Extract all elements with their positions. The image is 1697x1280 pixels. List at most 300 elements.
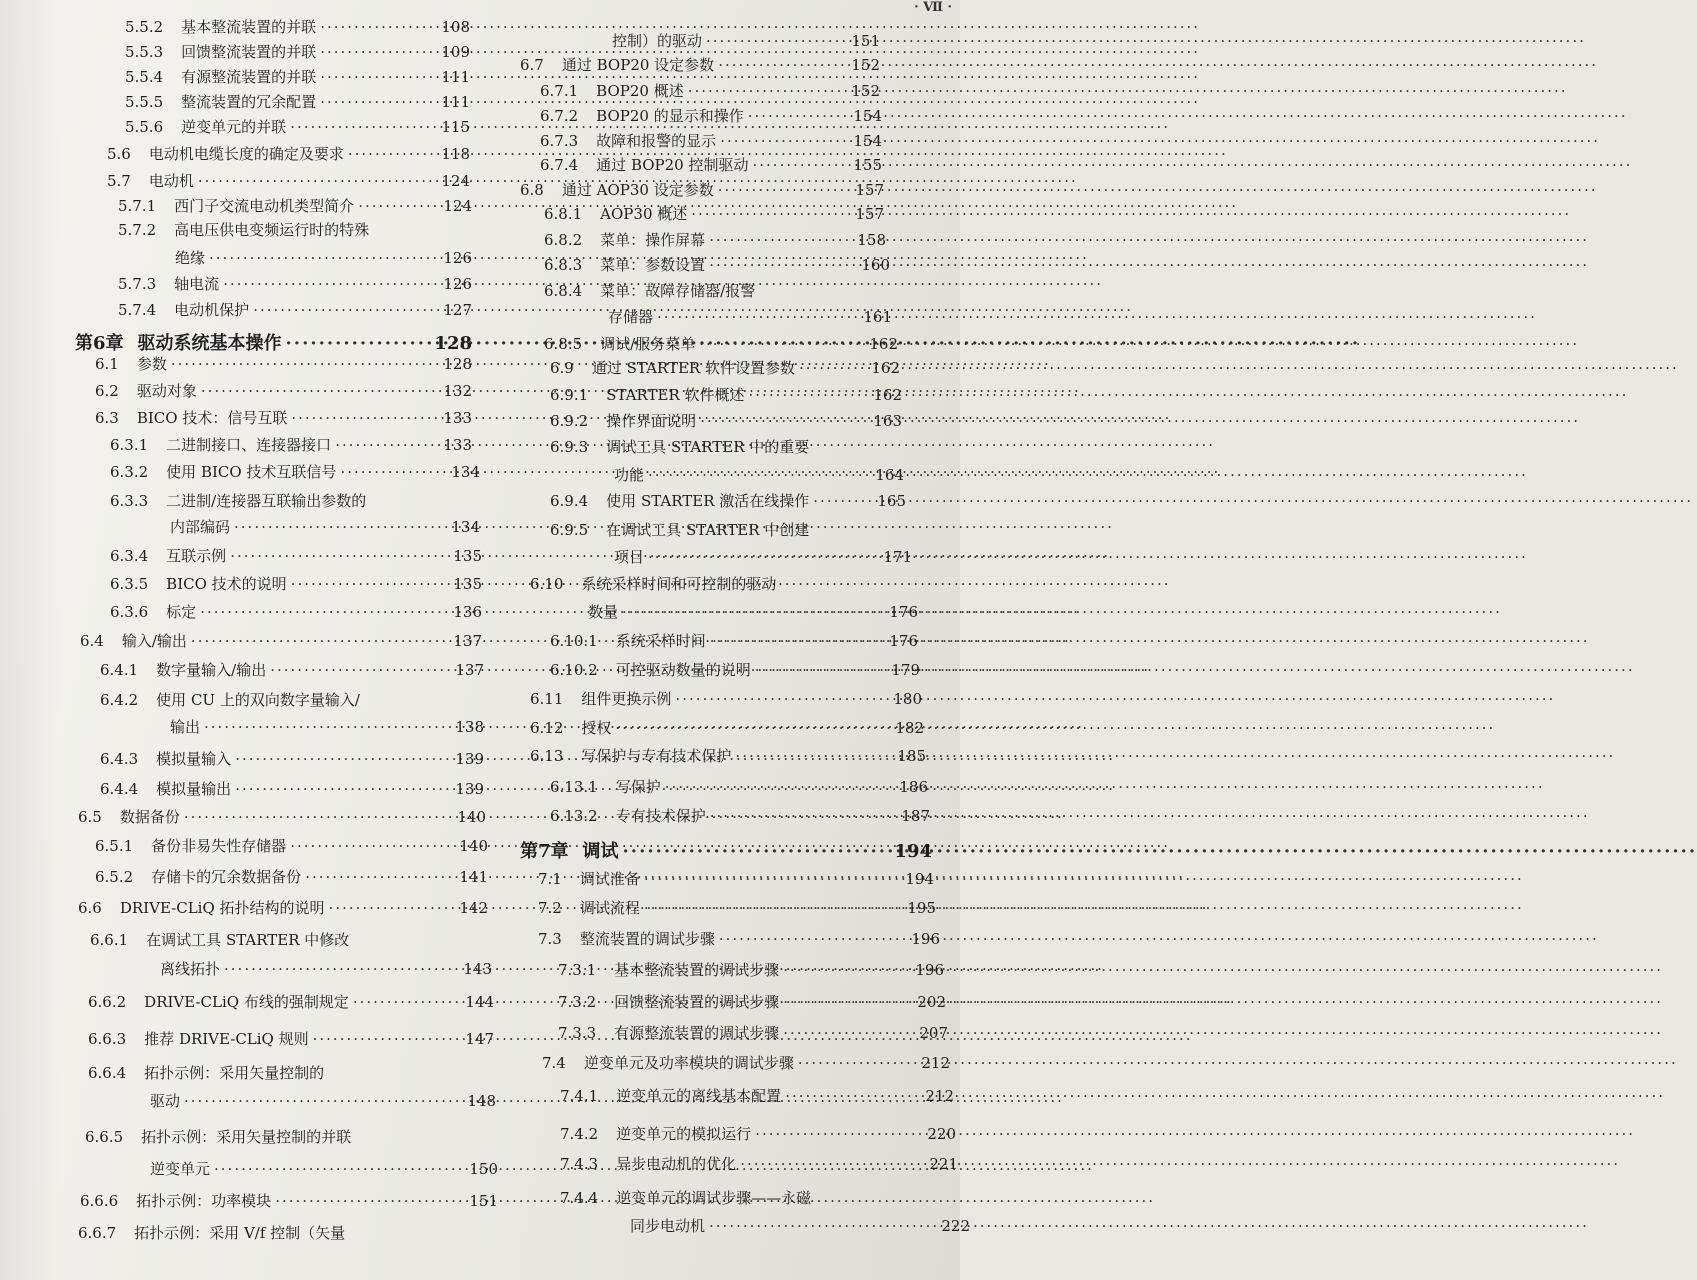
toc-entry [125, 91, 470, 112]
toc-page-number: 133 [443, 409, 472, 427]
toc-section-title: 调试流程 [579, 899, 640, 917]
toc-entry [550, 490, 906, 511]
toc-section-number: 6.9.1 [550, 386, 589, 404]
toc-page-number: 182 [895, 719, 924, 737]
toc-section-number: 6.4.2 [100, 691, 139, 709]
toc-section-number: 6.8.5 [544, 335, 583, 353]
toc-entry [520, 54, 880, 75]
toc-section-number: 7.4.3 [560, 1155, 599, 1173]
toc-leader-dots [353, 993, 462, 1011]
toc-section-number: 6.7.2 [540, 107, 579, 125]
toc-page-number: 187 [901, 807, 930, 825]
toc-section-number: 6.3.6 [110, 603, 149, 621]
toc-entry [558, 1022, 948, 1043]
toc-section-number: 6.7.4 [540, 156, 579, 174]
toc-section-title: 故障和报警的显示 [596, 132, 717, 150]
toc-leader-dots [184, 1092, 463, 1110]
toc-entry [110, 573, 482, 594]
toc-section-title: 互联示例 [166, 547, 227, 565]
toc-section-title: 驱动 [150, 1092, 181, 1110]
toc-leader-dots [234, 518, 447, 536]
toc-page-number: 176 [889, 632, 918, 650]
toc-entry [118, 219, 472, 240]
toc-page-number: 171 [883, 548, 912, 566]
toc-section-number: 6.5.1 [95, 837, 134, 855]
toc-page-number: 152 [851, 82, 880, 100]
toc-leader-dots [710, 632, 886, 650]
toc-page-number: 160 [861, 256, 890, 274]
toc-section-number: 7.2 [538, 899, 562, 917]
toc-section-title: DRIVE-CLiQ 拓扑结构的说明 [119, 899, 325, 917]
toc-entry [125, 116, 470, 137]
toc-page-number: 128 [434, 333, 472, 354]
toc-section-title: 逆变单元的离线基本配置 [616, 1087, 782, 1105]
toc-entry [544, 280, 892, 301]
toc-section-title: 可控驱动数量的说明 [615, 661, 751, 679]
toc-entry [100, 659, 484, 680]
toc-section-number: 5.5.4 [125, 68, 164, 86]
toc-leader-dots [785, 1087, 921, 1105]
toc-leader-dots [191, 632, 449, 650]
toc-page-number: 163 [873, 412, 902, 430]
toc-chapter-entry [75, 329, 472, 355]
toc-section-number: 7.4.4 [560, 1189, 599, 1207]
toc-section-title: 拓扑示例：功率模块 [136, 1192, 272, 1210]
toc-page-number: 161 [863, 308, 892, 326]
toc-section-title: 基本整流装置的调试步骤 [614, 961, 780, 979]
toc-page-number: 111 [441, 68, 470, 86]
toc-entry [78, 806, 486, 827]
toc-page-number: 154 [853, 107, 882, 125]
toc-entry [560, 1085, 954, 1106]
toc-leader-dots [709, 1217, 937, 1235]
toc-leader-dots [648, 466, 871, 484]
toc-entry [550, 357, 900, 378]
toc-entry [118, 299, 472, 320]
toc-entry [118, 195, 472, 216]
toc-entry [110, 545, 482, 566]
toc-section-title: 使用 CU 上的双向数字量输入/ [156, 691, 360, 709]
toc-section-title: 输出 [170, 718, 201, 736]
toc-section-number: 6.3.4 [110, 547, 149, 565]
toc-section-number: 6.3 [95, 409, 119, 427]
toc-page-number: 137 [455, 661, 484, 679]
toc-section-number: 6.5 [78, 808, 102, 826]
toc-leader-dots [735, 747, 893, 765]
toc-leader-dots [740, 1155, 925, 1173]
toc-page-number: 134 [451, 518, 480, 536]
toc-section-title: 菜单：参数设置 [600, 256, 706, 274]
toc-leader-dots [214, 1160, 465, 1178]
toc-section-title: 异步电动机的优化 [616, 1155, 737, 1173]
toc-section-number: 6.6.6 [80, 1192, 119, 1210]
toc-page-number: 148 [467, 1092, 496, 1110]
toc-page-number: 162 [869, 335, 898, 353]
toc-section-title: 有源整流装置的调试步骤 [614, 1024, 780, 1042]
toc-section-title: 操作界面说明 [606, 412, 697, 430]
toc-section-number: 7.3.2 [558, 993, 597, 1011]
toc-section-title: 电动机电缆长度的确定及要求 [148, 145, 344, 163]
toc-section-number: 6.3.3 [110, 492, 149, 510]
toc-entry [550, 805, 930, 826]
toc-entry [110, 461, 480, 482]
toc-page-number: 207 [919, 1024, 948, 1042]
toc-entry [630, 1215, 970, 1236]
toc-leader-dots [798, 1054, 917, 1072]
toc-section-number: 7.4.2 [560, 1125, 599, 1143]
toc-leader-dots [709, 231, 853, 249]
toc-entry [100, 748, 484, 769]
toc-section-number: 6.9.3 [550, 438, 589, 456]
toc-leader-dots [290, 837, 455, 855]
toc-entry [560, 1123, 956, 1144]
toc-page-number: 132 [443, 382, 472, 400]
toc-page-number: 154 [853, 132, 882, 150]
toc-leader-dots [358, 197, 439, 215]
toc-section-title: 在调试工具 STARTER 中修改 [146, 931, 350, 949]
toc-page-number: 196 [915, 961, 944, 979]
toc-section-title: 模拟量输入 [156, 750, 232, 768]
toc-section-number: 6.10.1 [550, 632, 598, 650]
toc-page-number: 137 [453, 632, 482, 650]
toc-section-title: 标定 [166, 603, 197, 621]
toc-section-title: 写保护 [615, 778, 661, 796]
toc-section-title: 使用 STARTER 激活在线操作 [606, 492, 810, 510]
toc-page-number: 143 [463, 960, 492, 978]
toc-section-title: 数据备份 [119, 808, 180, 826]
toc-section-title: 同步电动机 [630, 1217, 706, 1235]
toc-entry [125, 41, 470, 62]
toc-section-number: 6.3.2 [110, 463, 149, 481]
toc-entry [150, 1090, 496, 1111]
toc-section-number: 6.6.2 [88, 993, 127, 1011]
toc-page-number: 134 [451, 463, 480, 481]
toc-section-number: 7.1 [538, 870, 562, 888]
toc-entry [95, 407, 472, 428]
toc-entry [78, 897, 488, 918]
toc-entry [550, 410, 902, 431]
toc-leader-dots [290, 118, 437, 136]
toc-page-number: 158 [857, 231, 886, 249]
toc-entry [78, 1222, 480, 1243]
toc-page-number: 127 [443, 301, 472, 319]
toc-leader-dots [335, 436, 439, 454]
toc-entry [612, 30, 880, 51]
toc-leader-dots [320, 68, 437, 86]
toc-section-title: 逆变单元的模拟运行 [616, 1125, 752, 1143]
toc-leader-dots [348, 145, 437, 163]
toc-section-title: BICO 技术的说明 [166, 575, 287, 593]
toc-leader-dots [749, 386, 870, 404]
toc-page-number: 185 [897, 747, 926, 765]
toc-section-number: 6.8.2 [544, 231, 583, 249]
toc-leader-dots [700, 412, 869, 430]
toc-leader-dots [340, 463, 447, 481]
toc-leader-dots [644, 899, 903, 917]
toc-entry [550, 630, 918, 651]
toc-entry [558, 991, 946, 1012]
page-shadow [0, 0, 60, 1280]
toc-page-number: 194 [905, 870, 934, 888]
toc-entry [170, 516, 480, 537]
toc-page-number: 139 [455, 780, 484, 798]
toc-leader-dots [623, 841, 891, 862]
toc-entry [540, 80, 880, 101]
toc-section-number: 5.7.2 [118, 221, 157, 239]
toc-section-title: 调试 [582, 841, 619, 862]
toc-page-number: 150 [469, 1160, 498, 1178]
toc-section-number: 6.7.1 [540, 82, 579, 100]
toc-section-number: 5.7.3 [118, 275, 157, 293]
toc-section-number: 5.5.2 [125, 18, 164, 36]
toc-section-number: 6.6.5 [85, 1128, 124, 1146]
toc-section-title: 电动机 [148, 172, 194, 190]
toc-leader-dots [209, 249, 439, 267]
toc-section-title: 二进制/连接器互联输出参数的 [166, 492, 367, 510]
toc-entry [530, 573, 912, 594]
toc-page-number: 180 [893, 690, 922, 708]
toc-entry [550, 776, 928, 797]
toc-page-number: 212 [925, 1087, 954, 1105]
toc-section-number: 6.5.2 [95, 868, 134, 886]
toc-entry [614, 546, 912, 567]
toc-page-number: 151 [469, 1192, 498, 1210]
toc-leader-dots [706, 32, 847, 50]
toc-section-number: 6.4.3 [100, 750, 139, 768]
toc-leader-dots [305, 868, 455, 886]
toc-page-number: 126 [443, 275, 472, 293]
toc-entry [90, 929, 490, 950]
toc-section-title: 专有技术保护 [615, 807, 706, 825]
toc-section-title: 驱动对象 [136, 382, 197, 400]
toc-leader-dots [783, 961, 911, 979]
toc-leader-dots [291, 575, 450, 593]
toc-page-number: 194 [894, 841, 932, 862]
toc-section-title: 备份非易失性存储器 [151, 837, 287, 855]
toc-page-number: 126 [443, 249, 472, 267]
toc-entry [558, 959, 944, 980]
toc-section-title: 通过 BOP20 设定参数 [561, 56, 715, 74]
toc-section-title: STARTER 软件概述 [606, 386, 745, 404]
toc-entry [540, 130, 882, 151]
toc-section-number: 6.8.3 [544, 256, 583, 274]
toc-section-number: 7.4.1 [560, 1087, 599, 1105]
toc-section-title: 系统采样时间 [615, 632, 706, 650]
toc-section-title: 调试/服务菜单 [600, 335, 696, 353]
toc-leader-dots [648, 548, 879, 566]
toc-entry [614, 464, 904, 485]
toc-entry [118, 273, 472, 294]
toc-entry [544, 229, 886, 250]
toc-entry [550, 436, 904, 457]
toc-section-title: 整流装置的冗余配置 [181, 93, 317, 111]
toc-section-number: 6.9.2 [550, 412, 589, 430]
toc-section-title: 数字量输入/输出 [156, 661, 267, 679]
toc-leader-dots [201, 382, 439, 400]
toc-leader-dots [755, 1125, 923, 1143]
toc-entry [608, 306, 892, 327]
toc-section-number: 第6章 [75, 333, 124, 354]
toc-leader-dots [718, 56, 847, 74]
toc-section-number: 第7章 [520, 841, 569, 862]
toc-leader-dots [615, 719, 891, 737]
toc-section-title: 回馈整流装置的调试步骤 [614, 993, 780, 1011]
toc-page-number: 115 [441, 118, 470, 136]
toc-entry [160, 958, 492, 979]
toc-section-title: 离线拓扑 [160, 960, 221, 978]
toc-page-number: 162 [871, 359, 900, 377]
toc-section-title: 高电压供电变频运行时的特殊 [174, 221, 370, 239]
toc-section-number: 6.6.7 [78, 1224, 117, 1242]
toc-leader-dots [753, 156, 850, 174]
toc-section-number: 6.1 [95, 355, 119, 373]
toc-page-number: 147 [465, 1030, 494, 1048]
toc-section-title: 写保护与专有技术保护 [581, 747, 732, 765]
toc-leader-dots [275, 1192, 465, 1210]
toc-section-number: 6.7.3 [540, 132, 579, 150]
toc-leader-dots [748, 107, 850, 125]
toc-entry [95, 866, 488, 887]
toc-section-number: 5.7.4 [118, 301, 157, 319]
toc-page-number: 202 [917, 993, 946, 1011]
toc-page-number: 108 [441, 18, 470, 36]
toc-page-number: 186 [899, 778, 928, 796]
toc-section-number: 6.13 [530, 747, 564, 765]
toc-leader-dots [184, 808, 453, 826]
toc-entry [538, 868, 934, 889]
toc-section-title: BICO 技术：信号互联 [136, 409, 288, 427]
toc-section-title: 数量 [588, 603, 619, 621]
toc-section-number: 6.9.4 [550, 492, 589, 510]
toc-leader-dots [665, 778, 896, 796]
toc-entry [530, 688, 922, 709]
toc-page-number: 135 [453, 547, 482, 565]
toc-entry [110, 434, 472, 455]
toc-entry [538, 928, 940, 949]
toc-section-number: 6.6.3 [88, 1030, 127, 1048]
toc-section-title: 菜单：操作屏幕 [600, 231, 706, 249]
toc-section-title: 模拟量输出 [156, 780, 232, 798]
toc-section-title: 参数 [136, 355, 167, 373]
toc-entry [125, 16, 470, 37]
toc-section-title: 逆变单元 [150, 1160, 211, 1178]
toc-leader-dots [320, 43, 437, 61]
toc-page-number: 212 [921, 1054, 950, 1072]
toc-section-title: 拓扑示例：采用 V/f 控制（矢量 [134, 1224, 346, 1242]
toc-leader-dots [235, 750, 451, 768]
toc-leader-dots [719, 930, 907, 948]
toc-section-number: 5.5.5 [125, 93, 164, 111]
toc-page-number: 118 [441, 145, 470, 163]
toc-leader-dots [799, 359, 867, 377]
toc-section-number: 5.5.3 [125, 43, 164, 61]
toc-section-title: 回馈整流装置的并联 [181, 43, 317, 61]
toc-section-number: 6.6.4 [88, 1064, 127, 1082]
toc-section-title: 控制）的驱动 [612, 32, 703, 50]
toc-page-number: 196 [911, 930, 940, 948]
toc-leader-dots [198, 172, 437, 190]
toc-section-number: 5.7.1 [118, 197, 157, 215]
toc-leader-dots [313, 1030, 462, 1048]
toc-page-number: 164 [875, 466, 904, 484]
toc-entry [544, 203, 884, 224]
toc-leader-dots [320, 93, 437, 111]
toc-entry [538, 897, 936, 918]
toc-section-number: 5.7 [107, 172, 131, 190]
toc-entry [88, 1062, 494, 1083]
toc-section-number: 6.4.1 [100, 661, 139, 679]
toc-section-title: 基本整流装置的并联 [181, 18, 317, 36]
toc-entry [88, 991, 494, 1012]
toc-entry [175, 247, 472, 268]
toc-leader-dots [253, 301, 439, 319]
toc-section-title: 绝缘 [175, 249, 206, 267]
toc-page-number: 144 [465, 993, 494, 1011]
toc-leader-dots [691, 205, 851, 223]
toc-section-title: 系统采样时间和可控制的驱动 [581, 575, 777, 593]
toc-entry [107, 143, 470, 164]
toc-section-title: 二进制接口、连接器接口 [166, 436, 332, 454]
toc-page-number: 220 [927, 1125, 956, 1143]
toc-leader-dots [204, 718, 451, 736]
toc-section-number: 6.6 [78, 899, 102, 917]
toc-entry [95, 380, 472, 401]
toc-page-number: 124 [443, 197, 472, 215]
toc-entry [107, 170, 470, 191]
toc-entry [100, 778, 484, 799]
toc-page-number: 142 [459, 899, 488, 917]
toc-leader-dots [329, 899, 456, 917]
toc-leader-dots [688, 82, 848, 100]
toc-page-number: 221 [929, 1155, 958, 1173]
toc-leader-dots [286, 333, 431, 354]
toc-entry [544, 254, 890, 275]
toc-page-number: 136 [453, 603, 482, 621]
toc-section-title: 通过 AOP30 设定参数 [561, 181, 714, 199]
toc-entry [80, 1190, 498, 1211]
toc-section-number: 7.3.1 [558, 961, 597, 979]
toc-section-title: 菜单：故障存储器/报警 [600, 282, 756, 300]
toc-section-number: 6.3.5 [110, 575, 149, 593]
toc-section-number: 6.4 [80, 632, 104, 650]
toc-section-title: 逆变单元及功率模块的调试步骤 [583, 1054, 794, 1072]
toc-section-title: BOP20 概述 [596, 82, 684, 100]
toc-section-title: 通过 BOP20 控制驱动 [596, 156, 749, 174]
toc-section-number: 6.13.2 [550, 807, 598, 825]
toc-entry [88, 1028, 494, 1049]
toc-section-title: 输入/输出 [121, 632, 187, 650]
toc-leader-dots [720, 132, 849, 150]
toc-page-number: 222 [941, 1217, 970, 1235]
toc-entry [560, 1153, 958, 1174]
toc-leader-dots [644, 870, 901, 888]
toc-page-number: 128 [443, 355, 472, 373]
toc-leader-dots [755, 661, 888, 679]
page-number-mark: · Ⅶ · [914, 0, 952, 15]
toc-section-number: 6.4.4 [100, 780, 139, 798]
toc-leader-dots [224, 960, 459, 978]
toc-page-number: 152 [851, 56, 880, 74]
toc-section-title: 功能 [614, 466, 645, 484]
toc-section-title: 存储卡的冗余数据备份 [151, 868, 302, 886]
toc-section-title: 内部编码 [170, 518, 231, 536]
toc-entry [150, 1158, 498, 1179]
toc-leader-dots [675, 690, 889, 708]
toc-leader-dots [200, 603, 449, 621]
toc-leader-dots [709, 256, 857, 274]
toc-leader-dots [230, 547, 449, 565]
toc-leader-dots [657, 308, 859, 326]
